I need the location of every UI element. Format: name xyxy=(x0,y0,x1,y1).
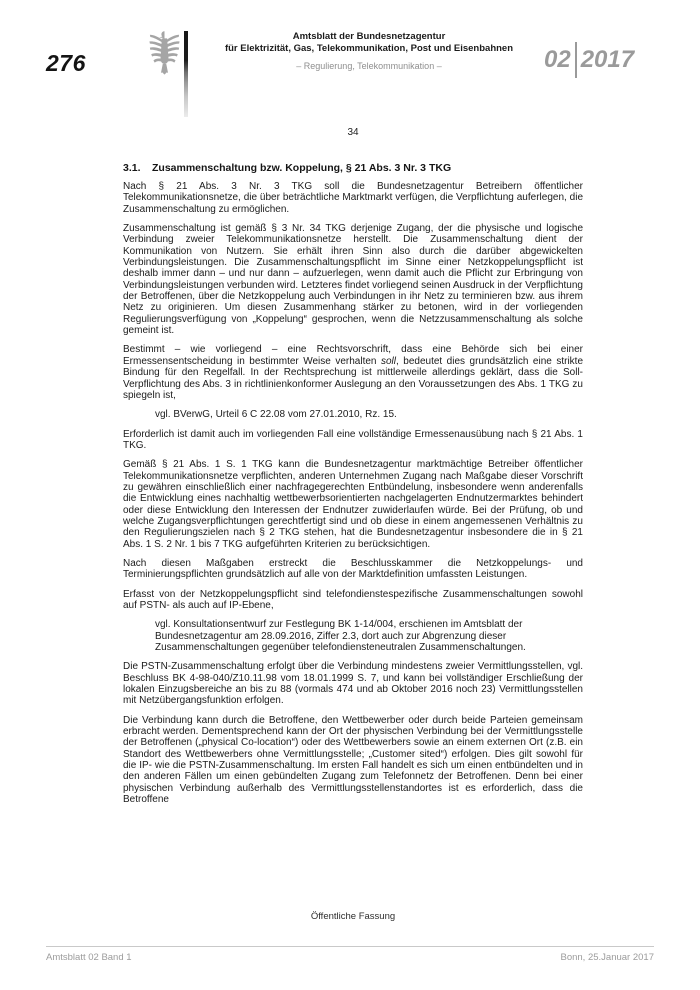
paragraph-text: , bedeutet dies grundsätzlich eine strikte Bindung für den Regelfall. In der Rechtsprechung ist mittlerweile allerdings geklärt, dass die Soll-Verpflichtung des Abs. 3 in richtlinienkonformer Auslegung an den Voraussetzungen des Abs. 1 TKG zu spiegeln ist, xyxy=(123,355,584,401)
footer-rule xyxy=(46,946,654,947)
section-heading xyxy=(123,162,583,174)
paragraph: Nach diesen Maßgaben erstreckt die Beschlusskammer die Netzkoppelungs- und Terminierungspflichten grundsätzlich auf alle von der Marktdefinition umfassten Leistungen. xyxy=(123,557,583,581)
paragraph: Erfasst von der Netzkoppelungspflicht sind telefondienstespezifische Zusammenschaltungen sowohl auf PSTN- als auch auf IP-Ebene, xyxy=(123,588,583,611)
header-title-line1: Amtsblatt der Bundesnetzagentur xyxy=(292,31,446,42)
issue-year: 2017 xyxy=(580,46,635,73)
citation: vgl. BVerwG, Urteil 6 C 22.08 vom 27.01.2010, Rz. 15. xyxy=(155,409,397,421)
public-version-note: Öffentliche Fassung xyxy=(310,911,396,922)
document-body xyxy=(123,162,583,814)
header-page-number: 276 xyxy=(46,50,86,76)
header-title-line2: für Elektrizität, Gas, Telekommunikation, Post und Eisenbahnen xyxy=(224,43,514,54)
center-page-number: 34 xyxy=(347,127,359,138)
paragraph: Zusammenschaltung ist gemäß § 3 Nr. 34 TKG derjenige Zugang, der die physische und logische Verbindung zweier Telekommunikationsnetze herstellt. Die Zusammenschaltung dient der Kommunikation von Nutzern. Sie erhält ihren Sinn also durch die darüber abgewickelten Verbindungsleistungen. Die Zusammenschaltungspflicht im Sinne einer Netzkoppelungspflicht ist deshalb immer dann – und nur dann – aufzuerlegen, wenn damit auch die Pflicht zur Erbringung von Verbindungsleistungen verbunden wird. Letzteres findet vorliegend seinen Ausdruck in der Verpflichtung der Betroffenen, über die Netzkoppelung auch Verbindungen in ihr Netz zu terminieren bzw. aus ihrem Netz zu originieren. Um diesen Zusammenhang stärker zu betonen, wird in der vorliegenden Regulierungsverfügung von „Koppelung“ gesprochen, wenn die Netzzusammenschaltung als solche gemeint ist. xyxy=(123,223,583,337)
header-divider-bar xyxy=(184,31,188,117)
paragraph: Nach § 21 Abs. 3 Nr. 3 TKG soll die Bundesnetzagentur Betreibern öffentlicher Telekommunikationsnetze, die über beträchtliche Marktmarkt verfügen, die Verpflichtung auferlegen, die Zusammenschaltung zu ermöglichen. xyxy=(123,181,583,215)
issue-number: 02 xyxy=(544,46,571,73)
paragraph: Gemäß § 21 Abs. 1 S. 1 TKG kann die Bundesnetzagentur marktmächtige Betreiber öffentlicher Telekommunikationsnetze verpflichten, anderen Unternehmen Zugang nach Maßgabe dieser Vorschrift zu gewähren einschließlich einer nachfragegerechten Entbündelung, insbesondere wenn anderenfalls die Entwicklung eines nachhaltig wettbewerbsorientierten nachgelagerten Endnutzermarktes behindert oder diese Entwicklung den Interessen der Endnutzer zuwiderlaufen würde. Bei der Prüfung, ob und welche Zugangsverpflichtungen gerechtfertigt sind und ob diese in einem angemessenen Verhältnis zu den Regulierungszielen nach § 2 TKG stehen, hat die Bundesnetzagentur insbesondere die in § 21 Abs. 1 S. 2 Nr. 1 bis 7 TKG aufgeführten Kriterien zu berücksichtigen. xyxy=(123,459,583,550)
paragraph: Erforderlich ist damit auch im vorliegenden Fall eine vollständige Ermessenausübung nach § 21 Abs. 1 TKG. xyxy=(123,428,583,451)
section-number: 3.1. xyxy=(123,162,141,174)
paragraph: Die Verbindung kann durch die Betroffene, den Wettbewerber oder durch beide Parteien gemeinsam erbracht werden. Dementsprechend kann der Ort der physischen Verbindung bei der Vermittlungsstelle der Betroffenen („physical Co-location“) oder des Wettbewerbers sowie an einem externen Ort (z.B. ein Standort des Wettbewerbers ohne Vermittlungsstelle; „Customer sited“) erfolgen. Dies gilt sowohl für die IP- wie die PSTN-Zusammenschaltung. Im ersten Fall handelt es sich um einen entbündelten und in den anderen Fällen um einen gebündelten Zugang zum Telefonnetz der Betroffenen. Denn bei einer physischen Verbindung außerhalb des Vermittlungsstellenstandortes ist es erforderlich, dass die Betroffene xyxy=(123,714,583,806)
paragraph-italic-word: soll xyxy=(380,355,396,367)
footer-left-text: Amtsblatt 02 Band 1 xyxy=(46,952,132,963)
section-title: Zusammenschaltung bzw. Koppelung, § 21 Abs. 3 Nr. 3 TKG xyxy=(152,162,452,174)
paragraph xyxy=(123,344,583,401)
issue-divider xyxy=(575,42,577,78)
paragraph: Die PSTN-Zusammenschaltung erfolgt über die Verbindung mindestens zweier Vermittlungsstellen, vgl. Beschluss BK 4-98-040/Z10.11.98 vom 18.01.1999 S. 7, und kann bei vollständiger Erschließung der lokalen Einzugsbereiche an bis zu 88 (vormals 474 und ab Oktober 2016 noch 23) Vermittlungsstellen mit Netzübergangsfunktion erfolgen. xyxy=(123,661,583,707)
issue-label xyxy=(544,42,634,78)
header-subtitle: – Regulierung, Telekommunikation – xyxy=(296,61,442,71)
paragraph-text: Bestimmt – wie vorliegend – eine Rechtsvorschrift, dass eine Behörde sich bei einer Ermessensentscheidung in bestimmter Weise verhalten xyxy=(123,344,583,367)
federal-eagle-icon xyxy=(149,30,180,75)
citation: vgl. Konsultationsentwurf zur Festlegung BK 1-14/004, erschienen im Amtsblatt der Bundesnetzagentur am 28.09.2016, Ziffer 2.3, dort auch zur Abgrenzung dieser Zusammenschaltungen gegenüber telefondiensteneutralen Zusammenschaltungen. xyxy=(155,619,526,654)
header-title-block xyxy=(209,31,529,72)
footer-right-text: Bonn, 25.Januar 2017 xyxy=(560,952,654,963)
